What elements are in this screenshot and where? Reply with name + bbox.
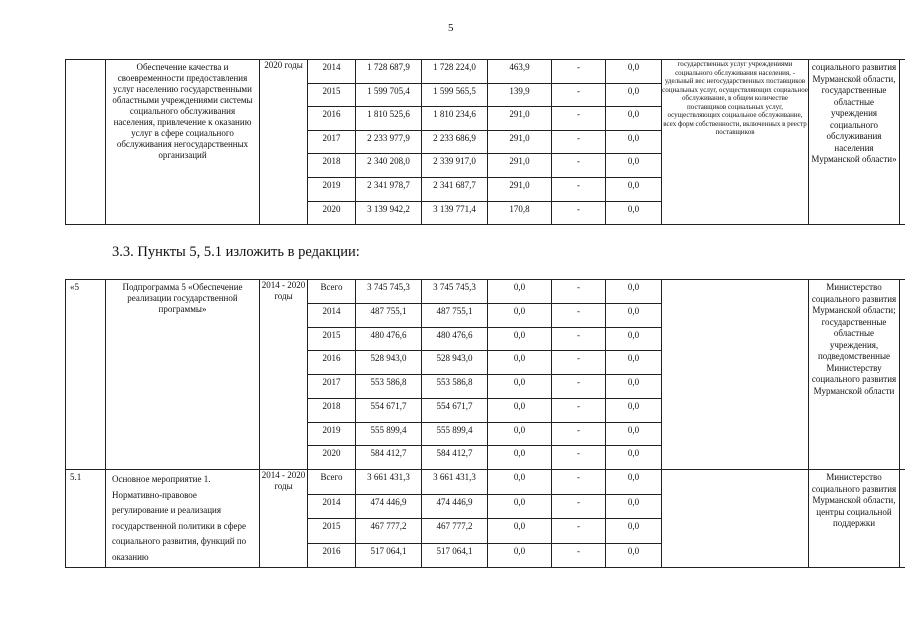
cell-extrabudget: 0,0 bbox=[606, 351, 662, 375]
cell-year: 2020 bbox=[308, 446, 356, 470]
cell-extrabudget: 0,0 bbox=[606, 446, 662, 470]
cell-regional: 1 728 224,0 bbox=[422, 60, 488, 84]
cell-extrabudget: 0,0 bbox=[606, 280, 662, 304]
cell-extrabudget: 0,0 bbox=[606, 303, 662, 327]
row-responsible: Министерство социального развития Мурманской области, центры социальной поддержки bbox=[809, 470, 900, 568]
cell-federal: 0,0 bbox=[488, 398, 552, 422]
cell-regional: 480 476,6 bbox=[422, 327, 488, 351]
cell-total: 467 777,2 bbox=[356, 519, 422, 544]
cell-federal: 291,0 bbox=[488, 107, 552, 131]
cell-local: - bbox=[552, 107, 606, 131]
cell-federal: 139,9 bbox=[488, 83, 552, 107]
cell-regional: 554 671,7 bbox=[422, 398, 488, 422]
cell-local: - bbox=[552, 494, 606, 519]
cell-extrabudget: 0,0 bbox=[606, 494, 662, 519]
cell-local: - bbox=[552, 398, 606, 422]
cell-federal: 0,0 bbox=[488, 446, 552, 470]
cell-federal: 0,0 bbox=[488, 327, 552, 351]
cell-extrabudget: 0,0 bbox=[606, 83, 662, 107]
cell-local: - bbox=[552, 303, 606, 327]
row-period: 2014 - 2020 годы bbox=[260, 280, 308, 470]
row-responsible: Министерство социального развития Мурманской области; государственные областные учреждения, подведомственные Министерству социального развития Мурманской области bbox=[809, 280, 900, 470]
cell-regional: 2 339 917,0 bbox=[422, 154, 488, 178]
cell-total: 3 745 745,3 bbox=[356, 280, 422, 304]
cell-extrabudget: 0,0 bbox=[606, 543, 662, 568]
cell-regional: 467 777,2 bbox=[422, 519, 488, 544]
row-name: Подпрограмма 5 «Обеспечение реализации государственной программы» bbox=[106, 280, 260, 470]
cell-year: 2014 bbox=[308, 494, 356, 519]
cell-regional: 2 233 686,9 bbox=[422, 130, 488, 154]
cell-total: 517 064,1 bbox=[356, 543, 422, 568]
row-name: Основное мероприятие 1. Нормативно-правовое регулирование и реализация государственной политики в сфере социального развития, функций по оказанию bbox=[106, 470, 260, 568]
table-program-continuation bbox=[65, 59, 905, 225]
cell-year: 2017 bbox=[308, 130, 356, 154]
row-extra bbox=[900, 470, 905, 568]
row-extra bbox=[900, 60, 905, 225]
cell-regional: 3 661 431,3 bbox=[422, 470, 488, 495]
table-subprogram-5 bbox=[65, 279, 905, 568]
cell-year: 2016 bbox=[308, 351, 356, 375]
cell-regional: 3 745 745,3 bbox=[422, 280, 488, 304]
cell-federal: 0,0 bbox=[488, 303, 552, 327]
cell-year: 2014 bbox=[308, 60, 356, 84]
cell-total: 2 340 208,0 bbox=[356, 154, 422, 178]
cell-federal: 0,0 bbox=[488, 519, 552, 544]
cell-total: 554 671,7 bbox=[356, 398, 422, 422]
cell-year: 2015 bbox=[308, 519, 356, 544]
cell-regional: 1 599 565,5 bbox=[422, 83, 488, 107]
cell-year: 2019 bbox=[308, 177, 356, 201]
cell-local: - bbox=[552, 130, 606, 154]
cell-federal: 0,0 bbox=[488, 422, 552, 446]
cell-extrabudget: 0,0 bbox=[606, 519, 662, 544]
cell-extrabudget: 0,0 bbox=[606, 154, 662, 178]
cell-year: 2018 bbox=[308, 398, 356, 422]
cell-federal: 0,0 bbox=[488, 494, 552, 519]
cell-year: 2016 bbox=[308, 543, 356, 568]
table-row bbox=[66, 470, 905, 495]
cell-year: 2020 bbox=[308, 201, 356, 225]
cell-local: - bbox=[552, 154, 606, 178]
cell-year: 2014 bbox=[308, 303, 356, 327]
cell-regional: 517 064,1 bbox=[422, 543, 488, 568]
cell-regional: 528 943,0 bbox=[422, 351, 488, 375]
cell-total: 2 341 978,7 bbox=[356, 177, 422, 201]
cell-extrabudget: 0,0 bbox=[606, 422, 662, 446]
cell-total: 2 233 977,9 bbox=[356, 130, 422, 154]
cell-regional: 487 755,1 bbox=[422, 303, 488, 327]
cell-total: 487 755,1 bbox=[356, 303, 422, 327]
row-extra bbox=[900, 280, 905, 470]
cell-regional: 555 899,4 bbox=[422, 422, 488, 446]
cell-year: Всего bbox=[308, 470, 356, 495]
cell-federal: 291,0 bbox=[488, 154, 552, 178]
cell-total: 1 728 687,9 bbox=[356, 60, 422, 84]
cell-year: Всего bbox=[308, 280, 356, 304]
row-index: «5 bbox=[66, 280, 106, 470]
cell-local: - bbox=[552, 60, 606, 84]
cell-total: 3 661 431,3 bbox=[356, 470, 422, 495]
section-heading: 3.3. Пункты 5, 5.1 изложить в редакции: bbox=[112, 244, 360, 260]
row-indicator bbox=[662, 280, 809, 470]
cell-total: 3 139 942,2 bbox=[356, 201, 422, 225]
cell-year: 2018 bbox=[308, 154, 356, 178]
cell-extrabudget: 0,0 bbox=[606, 470, 662, 495]
cell-extrabudget: 0,0 bbox=[606, 130, 662, 154]
cell-federal: 463,9 bbox=[488, 60, 552, 84]
cell-regional: 3 139 771,4 bbox=[422, 201, 488, 225]
cell-federal: 170,8 bbox=[488, 201, 552, 225]
cell-local: - bbox=[552, 470, 606, 495]
cell-federal: 291,0 bbox=[488, 130, 552, 154]
cell-federal: 0,0 bbox=[488, 470, 552, 495]
cell-local: - bbox=[552, 177, 606, 201]
cell-extrabudget: 0,0 bbox=[606, 201, 662, 225]
cell-total: 1 810 525,6 bbox=[356, 107, 422, 131]
cell-local: - bbox=[552, 327, 606, 351]
row-period: 2014 - 2020 годы bbox=[260, 470, 308, 568]
cell-federal: 0,0 bbox=[488, 351, 552, 375]
cell-extrabudget: 0,0 bbox=[606, 107, 662, 131]
cell-extrabudget: 0,0 bbox=[606, 398, 662, 422]
row-indicator: государственных услуг учреждениями социального обслуживания населения, - удельный вес негосударственных поставщиков социальных услуг, осуществляющих социальное обслуживание, в общем количестве поставщиков социальных услуг, осуществляющих социальное обслуживание, всех форм собственности, включенных в реестр поставщиков bbox=[662, 60, 809, 225]
cell-year: 2017 bbox=[308, 375, 356, 399]
cell-regional: 584 412,7 bbox=[422, 446, 488, 470]
cell-total: 480 476,6 bbox=[356, 327, 422, 351]
cell-regional: 474 446,9 bbox=[422, 494, 488, 519]
cell-local: - bbox=[552, 422, 606, 446]
row-indicator bbox=[662, 470, 809, 568]
cell-regional: 1 810 234,6 bbox=[422, 107, 488, 131]
cell-total: 584 412,7 bbox=[356, 446, 422, 470]
page-number: 5 bbox=[448, 22, 454, 34]
row-period: 2020 годы bbox=[260, 60, 308, 225]
cell-year: 2019 bbox=[308, 422, 356, 446]
cell-local: - bbox=[552, 446, 606, 470]
cell-total: 553 586,8 bbox=[356, 375, 422, 399]
cell-local: - bbox=[552, 280, 606, 304]
row-index bbox=[66, 60, 106, 225]
cell-local: - bbox=[552, 543, 606, 568]
row-name: Обеспечение качества и своевременности предоставления услуг населению государственными областными учреждениями системы социального обслуживания населения, привлечение к оказанию услуг в сфере социального обслуживания негосударственных организаций bbox=[106, 60, 260, 225]
cell-local: - bbox=[552, 201, 606, 225]
cell-extrabudget: 0,0 bbox=[606, 177, 662, 201]
cell-total: 474 446,9 bbox=[356, 494, 422, 519]
cell-local: - bbox=[552, 351, 606, 375]
cell-federal: 0,0 bbox=[488, 543, 552, 568]
cell-regional: 2 341 687,7 bbox=[422, 177, 488, 201]
cell-local: - bbox=[552, 375, 606, 399]
cell-year: 2015 bbox=[308, 327, 356, 351]
cell-federal: 0,0 bbox=[488, 280, 552, 304]
cell-total: 1 599 705,4 bbox=[356, 83, 422, 107]
table-row bbox=[66, 280, 905, 304]
cell-extrabudget: 0,0 bbox=[606, 375, 662, 399]
cell-year: 2015 bbox=[308, 83, 356, 107]
row-index: 5.1 bbox=[66, 470, 106, 568]
cell-local: - bbox=[552, 519, 606, 544]
cell-federal: 0,0 bbox=[488, 375, 552, 399]
cell-extrabudget: 0,0 bbox=[606, 60, 662, 84]
cell-federal: 291,0 bbox=[488, 177, 552, 201]
cell-regional: 553 586,8 bbox=[422, 375, 488, 399]
cell-year: 2016 bbox=[308, 107, 356, 131]
cell-total: 528 943,0 bbox=[356, 351, 422, 375]
cell-extrabudget: 0,0 bbox=[606, 327, 662, 351]
cell-local: - bbox=[552, 83, 606, 107]
table-row bbox=[66, 60, 905, 84]
row-responsible: социального развития Мурманской области, государственные областные учреждения социального обслуживания населения Мурманской области» bbox=[809, 60, 900, 225]
cell-total: 555 899,4 bbox=[356, 422, 422, 446]
